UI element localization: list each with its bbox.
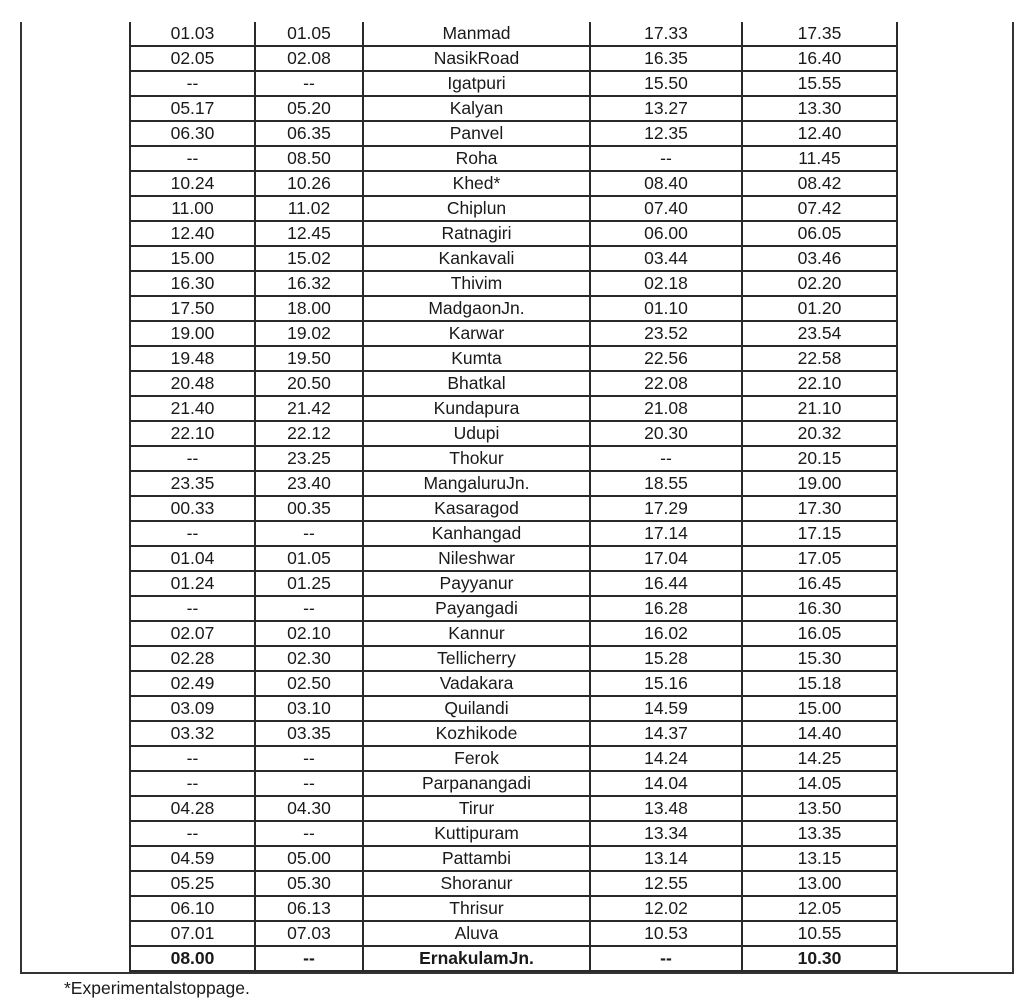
return-departure-cell: 08.42 [742, 171, 897, 196]
return-arrival-cell: 17.29 [590, 496, 742, 521]
table-row [130, 946, 897, 971]
return-departure-cell: 10.30 [742, 946, 897, 971]
table-row [130, 921, 897, 946]
departure-cell: -- [255, 946, 363, 971]
station-cell: Kasaragod [363, 496, 590, 521]
arrival-cell: 07.01 [130, 921, 255, 946]
table-row [130, 471, 897, 496]
departure-cell: 01.05 [255, 546, 363, 571]
station-cell: Panvel [363, 121, 590, 146]
departure-cell: 18.00 [255, 296, 363, 321]
table-row [130, 721, 897, 746]
table-row [130, 246, 897, 271]
table-row [130, 671, 897, 696]
departure-cell: 22.12 [255, 421, 363, 446]
arrival-cell: -- [130, 521, 255, 546]
departure-cell: -- [255, 521, 363, 546]
arrival-cell: 12.40 [130, 221, 255, 246]
station-cell: Kankavali [363, 246, 590, 271]
station-cell: Karwar [363, 321, 590, 346]
departure-cell: 06.35 [255, 121, 363, 146]
return-arrival-cell: 17.33 [590, 22, 742, 46]
table-row [130, 771, 897, 796]
station-cell: Kanhangad [363, 521, 590, 546]
departure-cell: 10.26 [255, 171, 363, 196]
return-arrival-cell: 06.00 [590, 221, 742, 246]
return-arrival-cell: 17.14 [590, 521, 742, 546]
station-cell: Chiplun [363, 196, 590, 221]
table-row [130, 271, 897, 296]
return-arrival-cell: 15.50 [590, 71, 742, 96]
return-departure-cell: 17.05 [742, 546, 897, 571]
return-arrival-cell: 08.40 [590, 171, 742, 196]
departure-cell: 15.02 [255, 246, 363, 271]
station-cell: Pattambi [363, 846, 590, 871]
table-row [130, 371, 897, 396]
return-departure-cell: 07.42 [742, 196, 897, 221]
return-arrival-cell: 16.02 [590, 621, 742, 646]
arrival-cell: 02.28 [130, 646, 255, 671]
table-row [130, 846, 897, 871]
table-row [130, 171, 897, 196]
return-departure-cell: 10.55 [742, 921, 897, 946]
station-cell: Kuttipuram [363, 821, 590, 846]
table-row [130, 746, 897, 771]
table-row [130, 821, 897, 846]
arrival-cell: 03.32 [130, 721, 255, 746]
station-cell: Payyanur [363, 571, 590, 596]
arrival-cell: -- [130, 596, 255, 621]
return-departure-cell: 16.05 [742, 621, 897, 646]
station-cell: Shoranur [363, 871, 590, 896]
return-departure-cell: 14.25 [742, 746, 897, 771]
table-row [130, 871, 897, 896]
return-arrival-cell: -- [590, 146, 742, 171]
arrival-cell: 11.00 [130, 196, 255, 221]
table-row [130, 71, 897, 96]
return-arrival-cell: 22.08 [590, 371, 742, 396]
return-arrival-cell: 02.18 [590, 271, 742, 296]
departure-cell: 04.30 [255, 796, 363, 821]
arrival-cell: -- [130, 821, 255, 846]
departure-cell: 03.10 [255, 696, 363, 721]
return-arrival-cell: 12.35 [590, 121, 742, 146]
departure-cell: 19.02 [255, 321, 363, 346]
station-cell: Manmad [363, 22, 590, 46]
station-cell: Kumta [363, 346, 590, 371]
return-departure-cell: 02.20 [742, 271, 897, 296]
arrival-cell: 04.59 [130, 846, 255, 871]
departure-cell: 07.03 [255, 921, 363, 946]
departure-cell: 02.30 [255, 646, 363, 671]
arrival-cell: -- [130, 446, 255, 471]
arrival-cell: -- [130, 146, 255, 171]
table-row [130, 146, 897, 171]
return-arrival-cell: 10.53 [590, 921, 742, 946]
departure-cell: -- [255, 596, 363, 621]
station-cell: Nileshwar [363, 546, 590, 571]
departure-cell: 19.50 [255, 346, 363, 371]
arrival-cell: -- [130, 771, 255, 796]
table-row [130, 22, 897, 46]
departure-cell: 23.25 [255, 446, 363, 471]
return-departure-cell: 06.05 [742, 221, 897, 246]
arrival-cell: 06.30 [130, 121, 255, 146]
table-row [130, 546, 897, 571]
table-row [130, 596, 897, 621]
arrival-cell: 06.10 [130, 896, 255, 921]
table-row [130, 396, 897, 421]
station-cell: Ratnagiri [363, 221, 590, 246]
arrival-cell: -- [130, 71, 255, 96]
return-arrival-cell: 17.04 [590, 546, 742, 571]
arrival-cell: -- [130, 746, 255, 771]
arrival-cell: 17.50 [130, 296, 255, 321]
station-cell: Parpanangadi [363, 771, 590, 796]
return-departure-cell: 13.50 [742, 796, 897, 821]
arrival-cell: 01.03 [130, 22, 255, 46]
return-arrival-cell: 22.56 [590, 346, 742, 371]
table-row [130, 796, 897, 821]
return-arrival-cell: 07.40 [590, 196, 742, 221]
departure-cell: 03.35 [255, 721, 363, 746]
return-departure-cell: 17.15 [742, 521, 897, 546]
station-cell: Aluva [363, 921, 590, 946]
departure-cell: 05.00 [255, 846, 363, 871]
station-cell: NasikRoad [363, 46, 590, 71]
return-departure-cell: 15.55 [742, 71, 897, 96]
arrival-cell: 22.10 [130, 421, 255, 446]
table-row [130, 421, 897, 446]
departure-cell: -- [255, 821, 363, 846]
return-departure-cell: 13.35 [742, 821, 897, 846]
table-row [130, 496, 897, 521]
departure-cell: 05.20 [255, 96, 363, 121]
departure-cell: 01.25 [255, 571, 363, 596]
station-cell: Thivim [363, 271, 590, 296]
return-departure-cell: 14.40 [742, 721, 897, 746]
station-cell: MangaluruJn. [363, 471, 590, 496]
station-cell: Kozhikode [363, 721, 590, 746]
return-arrival-cell: 01.10 [590, 296, 742, 321]
station-cell: Ferok [363, 746, 590, 771]
arrival-cell: 05.17 [130, 96, 255, 121]
return-arrival-cell: 15.28 [590, 646, 742, 671]
station-cell: Payangadi [363, 596, 590, 621]
arrival-cell: 20.48 [130, 371, 255, 396]
return-departure-cell: 20.32 [742, 421, 897, 446]
arrival-cell: 01.24 [130, 571, 255, 596]
arrival-cell: 19.00 [130, 321, 255, 346]
departure-cell: 20.50 [255, 371, 363, 396]
arrival-cell: 10.24 [130, 171, 255, 196]
return-arrival-cell: 13.48 [590, 796, 742, 821]
return-arrival-cell: 21.08 [590, 396, 742, 421]
return-arrival-cell: 12.02 [590, 896, 742, 921]
station-cell: Tellicherry [363, 646, 590, 671]
departure-cell: 01.05 [255, 22, 363, 46]
return-arrival-cell: 14.24 [590, 746, 742, 771]
table-row [130, 321, 897, 346]
arrival-cell: 02.49 [130, 671, 255, 696]
return-arrival-cell: 18.55 [590, 471, 742, 496]
return-departure-cell: 16.30 [742, 596, 897, 621]
table-row [130, 446, 897, 471]
table-row [130, 121, 897, 146]
return-arrival-cell: 13.27 [590, 96, 742, 121]
table-row [130, 521, 897, 546]
arrival-cell: 15.00 [130, 246, 255, 271]
departure-cell: 06.13 [255, 896, 363, 921]
return-arrival-cell: 12.55 [590, 871, 742, 896]
departure-cell: 08.50 [255, 146, 363, 171]
return-arrival-cell: 16.35 [590, 46, 742, 71]
departure-cell: 00.35 [255, 496, 363, 521]
return-departure-cell: 13.30 [742, 96, 897, 121]
return-departure-cell: 22.58 [742, 346, 897, 371]
station-cell: Kalyan [363, 96, 590, 121]
return-departure-cell: 23.54 [742, 321, 897, 346]
return-departure-cell: 15.30 [742, 646, 897, 671]
return-departure-cell: 03.46 [742, 246, 897, 271]
timetable-body [130, 22, 897, 971]
return-departure-cell: 01.20 [742, 296, 897, 321]
departure-cell: 21.42 [255, 396, 363, 421]
return-arrival-cell: 23.52 [590, 321, 742, 346]
return-arrival-cell: 20.30 [590, 421, 742, 446]
departure-cell: 11.02 [255, 196, 363, 221]
arrival-cell: 01.04 [130, 546, 255, 571]
return-arrival-cell: 14.04 [590, 771, 742, 796]
station-cell: Udupi [363, 421, 590, 446]
return-arrival-cell: 03.44 [590, 246, 742, 271]
return-departure-cell: 14.05 [742, 771, 897, 796]
arrival-cell: 23.35 [130, 471, 255, 496]
station-cell: Roha [363, 146, 590, 171]
arrival-cell: 19.48 [130, 346, 255, 371]
station-cell: Tirur [363, 796, 590, 821]
return-departure-cell: 13.00 [742, 871, 897, 896]
station-cell: MadgaonJn. [363, 296, 590, 321]
station-cell: Kannur [363, 621, 590, 646]
return-arrival-cell: 13.34 [590, 821, 742, 846]
return-arrival-cell: 16.44 [590, 571, 742, 596]
timetable [129, 22, 898, 972]
arrival-cell: 16.30 [130, 271, 255, 296]
return-departure-cell: 16.40 [742, 46, 897, 71]
arrival-cell: 05.25 [130, 871, 255, 896]
station-cell: Thrisur [363, 896, 590, 921]
table-row [130, 346, 897, 371]
arrival-cell: 04.28 [130, 796, 255, 821]
station-cell: Bhatkal [363, 371, 590, 396]
station-cell: Thokur [363, 446, 590, 471]
arrival-cell: 00.33 [130, 496, 255, 521]
station-cell: Khed* [363, 171, 590, 196]
departure-cell: -- [255, 71, 363, 96]
return-departure-cell: 17.35 [742, 22, 897, 46]
departure-cell: 02.10 [255, 621, 363, 646]
return-arrival-cell: 13.14 [590, 846, 742, 871]
return-departure-cell: 11.45 [742, 146, 897, 171]
return-arrival-cell: 16.28 [590, 596, 742, 621]
table-row [130, 696, 897, 721]
station-cell: Vadakara [363, 671, 590, 696]
table-row [130, 896, 897, 921]
return-arrival-cell: -- [590, 446, 742, 471]
departure-cell: 02.50 [255, 671, 363, 696]
table-row [130, 296, 897, 321]
arrival-cell: 03.09 [130, 696, 255, 721]
station-cell: ErnakulamJn. [363, 946, 590, 971]
return-departure-cell: 17.30 [742, 496, 897, 521]
return-arrival-cell: 14.37 [590, 721, 742, 746]
table-row [130, 646, 897, 671]
table-row [130, 571, 897, 596]
table-row [130, 46, 897, 71]
return-departure-cell: 12.40 [742, 121, 897, 146]
arrival-cell: 02.05 [130, 46, 255, 71]
table-row [130, 221, 897, 246]
departure-cell: 12.45 [255, 221, 363, 246]
departure-cell: 02.08 [255, 46, 363, 71]
table-row [130, 196, 897, 221]
departure-cell: -- [255, 771, 363, 796]
departure-cell: -- [255, 746, 363, 771]
return-departure-cell: 15.00 [742, 696, 897, 721]
arrival-cell: 21.40 [130, 396, 255, 421]
return-departure-cell: 13.15 [742, 846, 897, 871]
return-departure-cell: 12.05 [742, 896, 897, 921]
station-cell: Kundapura [363, 396, 590, 421]
departure-cell: 05.30 [255, 871, 363, 896]
return-departure-cell: 15.18 [742, 671, 897, 696]
station-cell: Quilandi [363, 696, 590, 721]
arrival-cell: 02.07 [130, 621, 255, 646]
return-arrival-cell: -- [590, 946, 742, 971]
departure-cell: 16.32 [255, 271, 363, 296]
return-arrival-cell: 14.59 [590, 696, 742, 721]
return-departure-cell: 19.00 [742, 471, 897, 496]
return-arrival-cell: 15.16 [590, 671, 742, 696]
return-departure-cell: 21.10 [742, 396, 897, 421]
return-departure-cell: 22.10 [742, 371, 897, 396]
table-row [130, 621, 897, 646]
return-departure-cell: 16.45 [742, 571, 897, 596]
station-cell: Igatpuri [363, 71, 590, 96]
arrival-cell: 08.00 [130, 946, 255, 971]
return-departure-cell: 20.15 [742, 446, 897, 471]
table-row [130, 96, 897, 121]
footnote: *Experimentalstoppage. [64, 978, 250, 998]
departure-cell: 23.40 [255, 471, 363, 496]
